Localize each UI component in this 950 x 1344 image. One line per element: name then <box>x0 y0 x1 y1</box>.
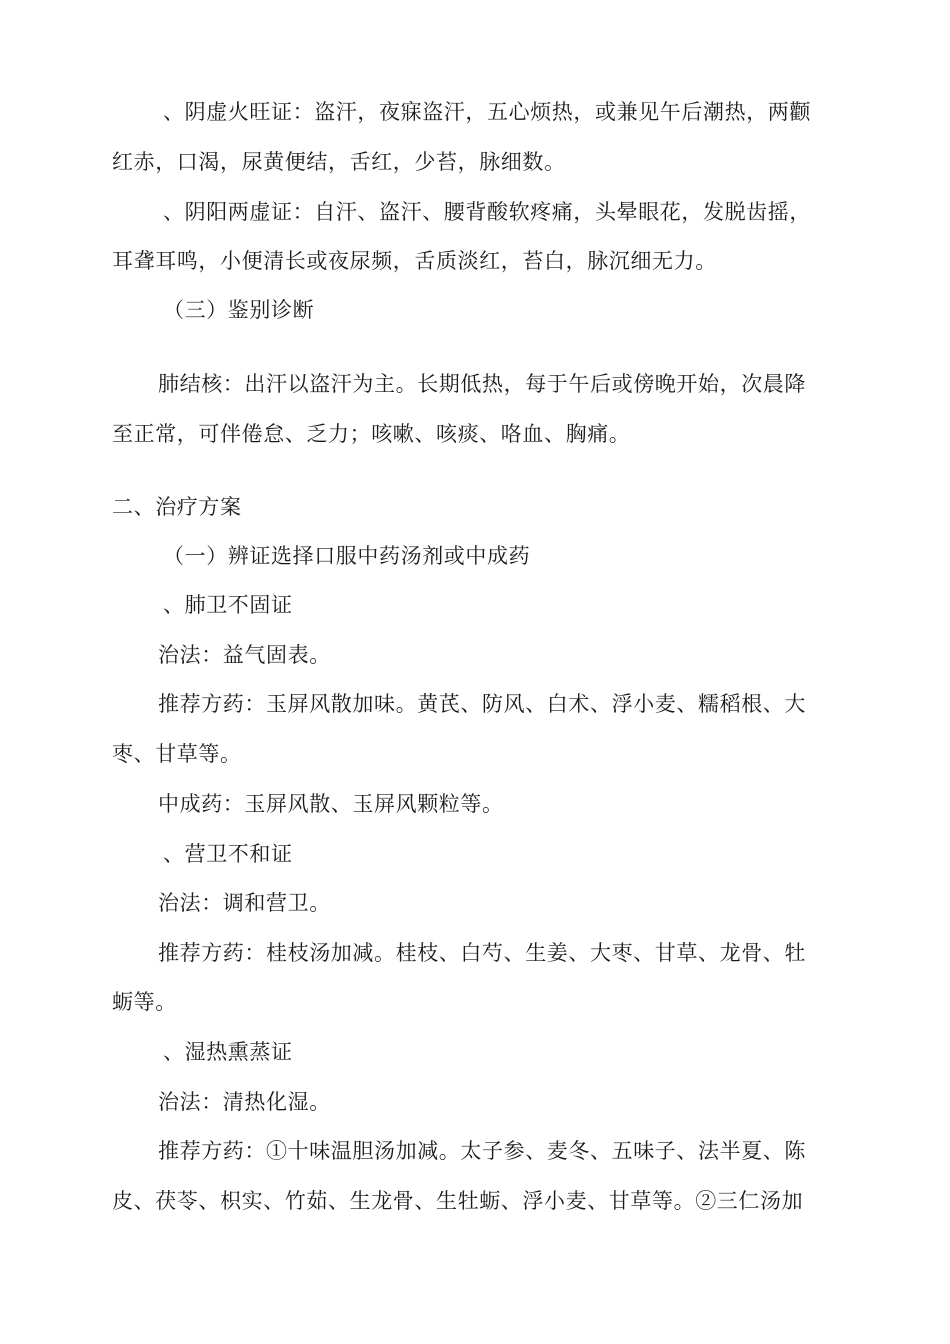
text-line: 皮、茯苓、枳实、竹茹、生龙骨、生牡蛎、浮小麦、甘草等。②三仁汤加 <box>112 1189 804 1213</box>
text-line: 治法：调和营卫。 <box>158 891 331 915</box>
text-line: 中成药：玉屏风散、玉屏风颗粒等。 <box>158 792 504 816</box>
subsection-heading: 、营卫不和证 <box>163 842 293 866</box>
section-heading: （一）辨证选择口服中药汤剂或中成药 <box>163 544 531 568</box>
text-line: 蛎等。 <box>112 990 177 1014</box>
text-line: 推荐方药：①十味温胆汤加减。太子参、麦冬、五味子、法半夏、陈 <box>158 1139 806 1163</box>
text-line: 红赤，口渴，尿黄便结，舌红，少苔，脉细数。 <box>112 150 566 174</box>
text-line: 至正常，可伴倦怠、乏力；咳嗽、咳痰、咯血、胸痛。 <box>112 422 631 446</box>
subsection-heading: 、湿热熏蒸证 <box>163 1040 293 1064</box>
text-line: 肺结核：出汗以盗汗为主。长期低热，每于午后或傍晚开始，次晨降 <box>158 372 806 396</box>
subsection-heading: 、肺卫不固证 <box>163 593 293 617</box>
text-line: 推荐方药：桂枝汤加减。桂枝、白芍、生姜、大枣、甘草、龙骨、牡 <box>158 941 806 965</box>
text-line: 耳聋耳鸣，小便清长或夜尿频，舌质淡红，苔白，脉沉细无力。 <box>112 249 717 273</box>
chapter-heading: 二、治疗方案 <box>112 495 242 519</box>
text-line: 推荐方药：玉屏风散加味。黄芪、防风、白术、浮小麦、糯稻根、大 <box>158 692 806 716</box>
text-line: 枣、甘草等。 <box>112 742 242 766</box>
section-heading: （三）鉴别诊断 <box>163 298 315 322</box>
text-line: 治法：清热化湿。 <box>158 1090 331 1114</box>
text-line: 、阴虚火旺证：盗汗，夜寐盗汗，五心烦热，或兼见午后潮热，两颧 <box>163 100 811 124</box>
text-line: 、阴阳两虚证：自汗、盗汗、腰背酸软疼痛，头晕眼花，发脱齿摇， <box>163 200 811 224</box>
text-line: 治法：益气固表。 <box>158 643 331 667</box>
